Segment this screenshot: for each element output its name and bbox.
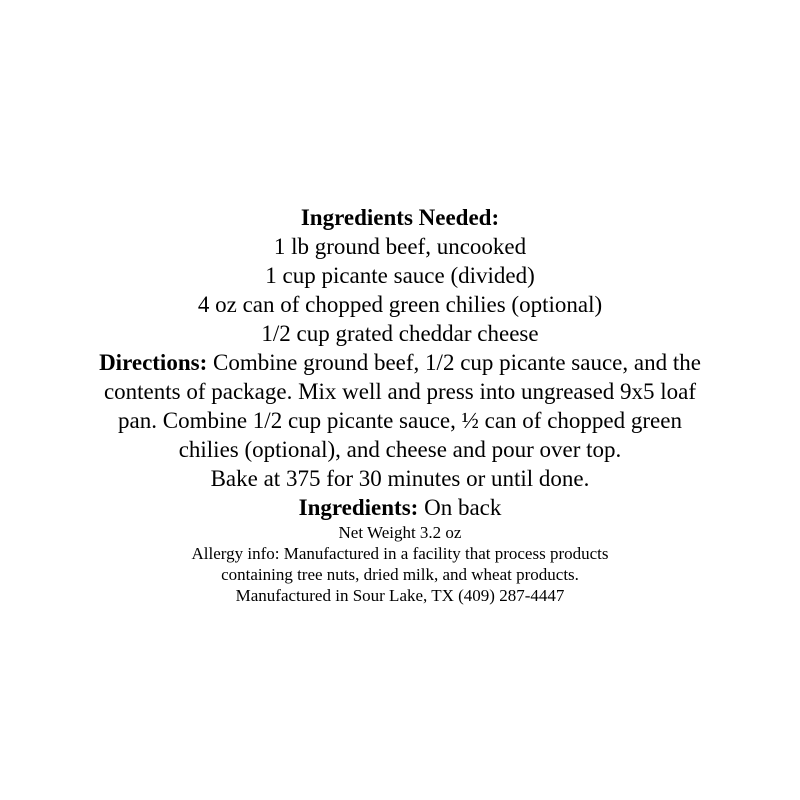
directions-line: pan. Combine 1/2 cup picante sauce, ½ can of chopped green [118,408,682,433]
ingredient-item: 1 cup picante sauce (divided) [265,263,535,288]
directions-line: contents of package. Mix well and press into ungreased 9x5 loaf [103,379,697,404]
allergy-info: containing tree nuts, dried milk, and wheat products. [221,565,579,584]
ingredients-needed-heading: Ingredients Needed: [300,205,500,230]
directions-text: Combine ground beef, 1/2 cup picante sauce, and the [207,350,701,375]
ingredients-line [0,493,800,522]
ingredient-item: 1 lb ground beef, uncooked [273,234,527,259]
manufacturer-info: Manufactured in Sour Lake, TX (409) 287-4447 [235,586,565,605]
ingredients-heading: Ingredients: [298,495,419,520]
ingredient-item: 4 oz can of chopped green chilies (optional) [197,292,603,317]
directions-line: Bake at 375 for 30 minutes or until done. [210,466,590,491]
directions-heading: Directions: [99,350,208,375]
ingredient-item: 1/2 cup grated cheddar cheese [261,321,539,346]
ingredients-text: On back [418,495,502,520]
net-weight: Net Weight 3.2 oz [338,523,462,542]
allergy-info: Allergy info: Manufactured in a facility that process products [191,544,609,563]
recipe-label [0,203,800,606]
directions-line [0,348,800,377]
directions-line: chilies (optional), and cheese and pour over top. [178,437,622,462]
